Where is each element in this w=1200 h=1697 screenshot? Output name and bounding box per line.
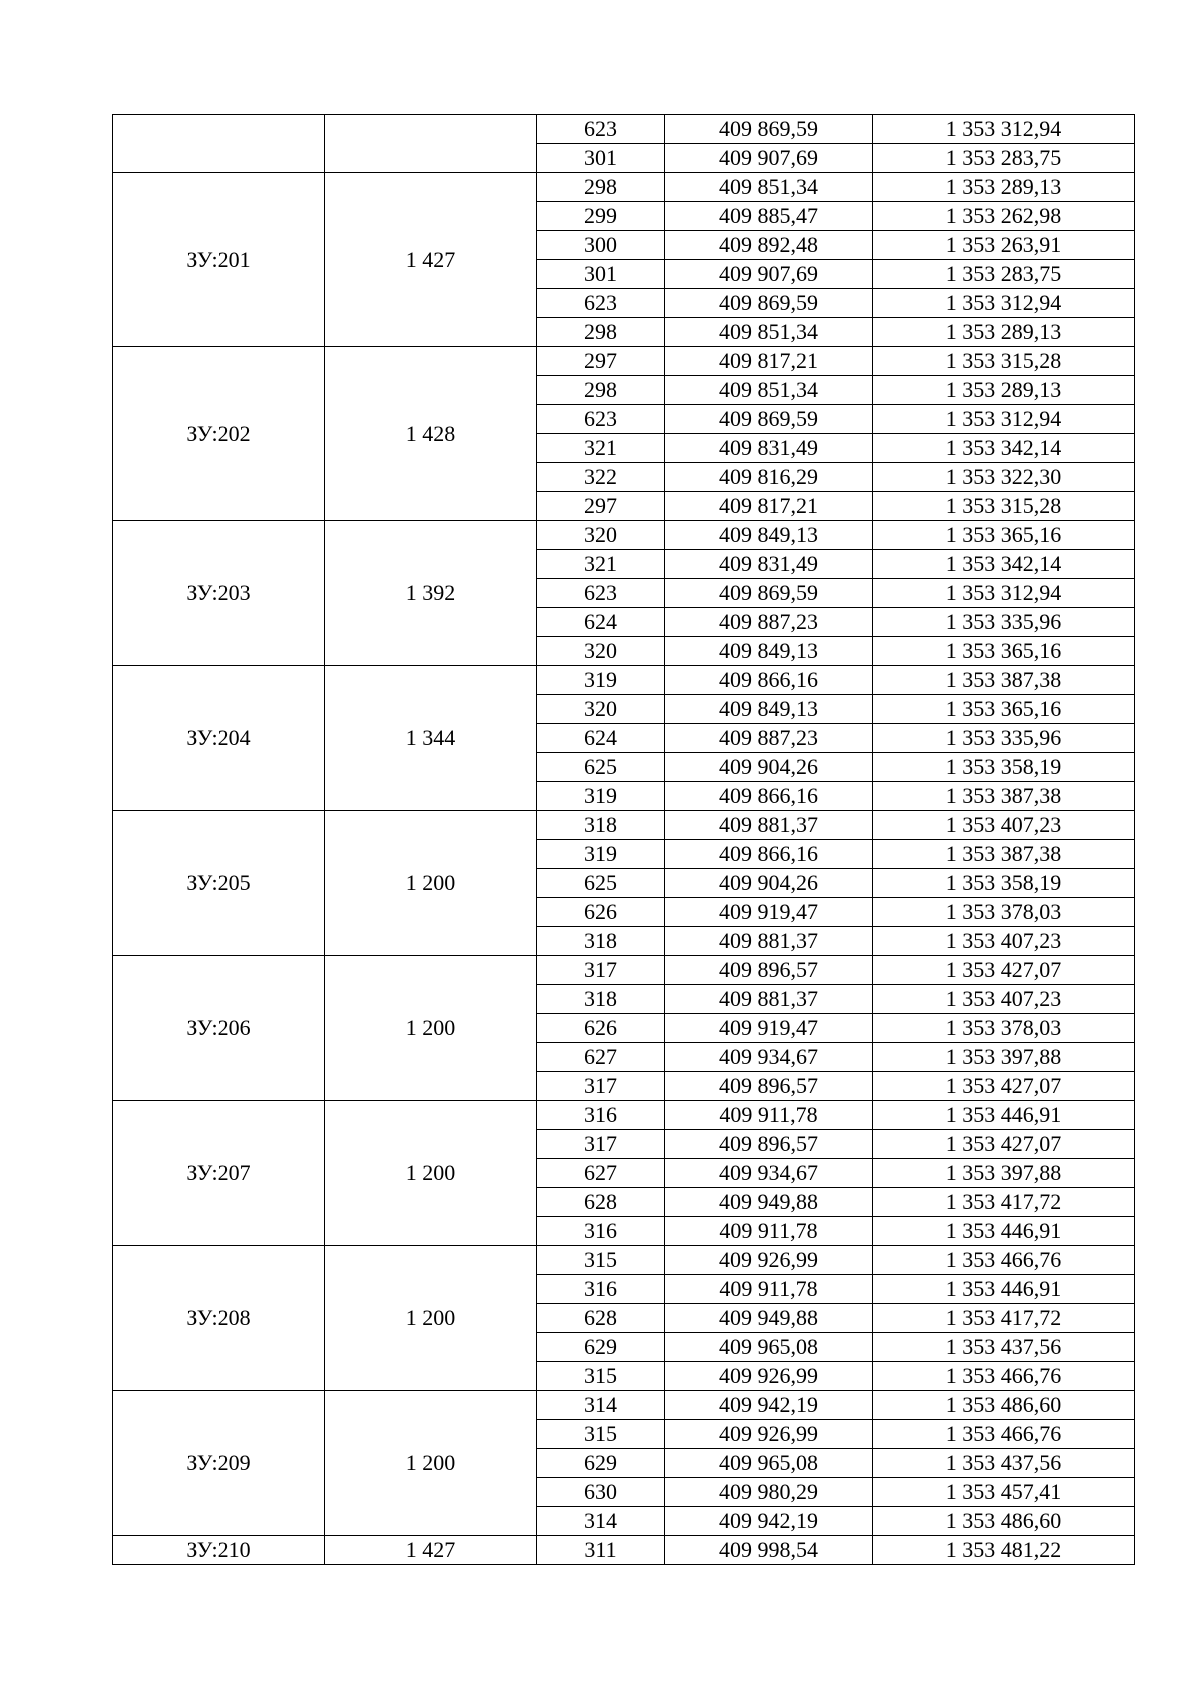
x-coordinate-cell: 409 949,88 <box>665 1304 873 1333</box>
y-coordinate-cell: 1 353 358,19 <box>873 869 1135 898</box>
point-number-cell: 628 <box>537 1304 665 1333</box>
point-number-cell: 629 <box>537 1449 665 1478</box>
point-number-cell: 316 <box>537 1101 665 1130</box>
parcel-name-cell: ЗУ:208 <box>113 1246 325 1391</box>
point-number-cell: 315 <box>537 1362 665 1391</box>
y-coordinate-cell: 1 353 486,60 <box>873 1507 1135 1536</box>
table-row <box>113 1101 1135 1130</box>
parcel-name-cell: ЗУ:206 <box>113 956 325 1101</box>
x-coordinate-cell: 409 926,99 <box>665 1246 873 1275</box>
point-number-cell: 321 <box>537 434 665 463</box>
point-number-cell: 319 <box>537 666 665 695</box>
table-row <box>113 1391 1135 1420</box>
y-coordinate-cell: 1 353 289,13 <box>873 318 1135 347</box>
y-coordinate-cell: 1 353 446,91 <box>873 1217 1135 1246</box>
point-number-cell: 317 <box>537 1130 665 1159</box>
x-coordinate-cell: 409 919,47 <box>665 898 873 927</box>
x-coordinate-cell: 409 926,99 <box>665 1420 873 1449</box>
y-coordinate-cell: 1 353 315,28 <box>873 347 1135 376</box>
parcel-name-cell: ЗУ:202 <box>113 347 325 521</box>
table-row <box>113 1246 1135 1275</box>
x-coordinate-cell: 409 817,21 <box>665 347 873 376</box>
point-number-cell: 317 <box>537 956 665 985</box>
y-coordinate-cell: 1 353 312,94 <box>873 289 1135 318</box>
x-coordinate-cell: 409 831,49 <box>665 550 873 579</box>
x-coordinate-cell: 409 896,57 <box>665 1072 873 1101</box>
point-number-cell: 626 <box>537 1014 665 1043</box>
y-coordinate-cell: 1 353 397,88 <box>873 1043 1135 1072</box>
parcel-area-cell: 1 200 <box>325 1246 537 1391</box>
x-coordinate-cell: 409 949,88 <box>665 1188 873 1217</box>
y-coordinate-cell: 1 353 312,94 <box>873 579 1135 608</box>
point-number-cell: 300 <box>537 231 665 260</box>
point-number-cell: 299 <box>537 202 665 231</box>
y-coordinate-cell: 1 353 365,16 <box>873 637 1135 666</box>
point-number-cell: 318 <box>537 927 665 956</box>
y-coordinate-cell: 1 353 289,13 <box>873 376 1135 405</box>
parcel-area-cell: 1 200 <box>325 1101 537 1246</box>
x-coordinate-cell: 409 881,37 <box>665 811 873 840</box>
parcel-area-cell: 1 427 <box>325 1536 537 1565</box>
point-number-cell: 298 <box>537 318 665 347</box>
point-number-cell: 301 <box>537 144 665 173</box>
x-coordinate-cell: 409 919,47 <box>665 1014 873 1043</box>
x-coordinate-cell: 409 896,57 <box>665 1130 873 1159</box>
point-number-cell: 316 <box>537 1217 665 1246</box>
table-row <box>113 347 1135 376</box>
point-number-cell: 322 <box>537 463 665 492</box>
y-coordinate-cell: 1 353 397,88 <box>873 1159 1135 1188</box>
y-coordinate-cell: 1 353 486,60 <box>873 1391 1135 1420</box>
parcel-area-cell: 1 200 <box>325 811 537 956</box>
y-coordinate-cell: 1 353 407,23 <box>873 811 1135 840</box>
y-coordinate-cell: 1 353 466,76 <box>873 1362 1135 1391</box>
y-coordinate-cell: 1 353 437,56 <box>873 1449 1135 1478</box>
point-number-cell: 317 <box>537 1072 665 1101</box>
x-coordinate-cell: 409 866,16 <box>665 840 873 869</box>
x-coordinate-cell: 409 934,67 <box>665 1159 873 1188</box>
x-coordinate-cell: 409 851,34 <box>665 318 873 347</box>
point-number-cell: 297 <box>537 347 665 376</box>
point-number-cell: 320 <box>537 637 665 666</box>
point-number-cell: 630 <box>537 1478 665 1507</box>
y-coordinate-cell: 1 353 289,13 <box>873 173 1135 202</box>
x-coordinate-cell: 409 869,59 <box>665 115 873 144</box>
y-coordinate-cell: 1 353 457,41 <box>873 1478 1135 1507</box>
x-coordinate-cell: 409 965,08 <box>665 1449 873 1478</box>
point-number-cell: 623 <box>537 289 665 318</box>
x-coordinate-cell: 409 849,13 <box>665 695 873 724</box>
point-number-cell: 314 <box>537 1507 665 1536</box>
parcel-area-cell: 1 200 <box>325 1391 537 1536</box>
x-coordinate-cell: 409 926,99 <box>665 1362 873 1391</box>
y-coordinate-cell: 1 353 387,38 <box>873 666 1135 695</box>
point-number-cell: 318 <box>537 985 665 1014</box>
parcel-area-cell: 1 344 <box>325 666 537 811</box>
x-coordinate-cell: 409 907,69 <box>665 260 873 289</box>
x-coordinate-cell: 409 849,13 <box>665 521 873 550</box>
x-coordinate-cell: 409 904,26 <box>665 753 873 782</box>
table-row <box>113 811 1135 840</box>
parcel-name-cell: ЗУ:207 <box>113 1101 325 1246</box>
point-number-cell: 320 <box>537 695 665 724</box>
point-number-cell: 316 <box>537 1275 665 1304</box>
y-coordinate-cell: 1 353 342,14 <box>873 434 1135 463</box>
table-row <box>113 956 1135 985</box>
point-number-cell: 315 <box>537 1420 665 1449</box>
parcel-name-cell: ЗУ:205 <box>113 811 325 956</box>
coordinates-table <box>112 114 1135 1565</box>
y-coordinate-cell: 1 353 358,19 <box>873 753 1135 782</box>
y-coordinate-cell: 1 353 335,96 <box>873 608 1135 637</box>
y-coordinate-cell: 1 353 322,30 <box>873 463 1135 492</box>
point-number-cell: 624 <box>537 724 665 753</box>
y-coordinate-cell: 1 353 387,38 <box>873 782 1135 811</box>
y-coordinate-cell: 1 353 466,76 <box>873 1246 1135 1275</box>
point-number-cell: 311 <box>537 1536 665 1565</box>
x-coordinate-cell: 409 942,19 <box>665 1391 873 1420</box>
x-coordinate-cell: 409 907,69 <box>665 144 873 173</box>
table-row <box>113 521 1135 550</box>
point-number-cell: 623 <box>537 405 665 434</box>
x-coordinate-cell: 409 869,59 <box>665 579 873 608</box>
y-coordinate-cell: 1 353 312,94 <box>873 115 1135 144</box>
point-number-cell: 315 <box>537 1246 665 1275</box>
x-coordinate-cell: 409 887,23 <box>665 608 873 637</box>
y-coordinate-cell: 1 353 437,56 <box>873 1333 1135 1362</box>
parcel-name-cell <box>113 115 325 173</box>
x-coordinate-cell: 409 980,29 <box>665 1478 873 1507</box>
point-number-cell: 627 <box>537 1043 665 1072</box>
x-coordinate-cell: 409 887,23 <box>665 724 873 753</box>
y-coordinate-cell: 1 353 378,03 <box>873 1014 1135 1043</box>
y-coordinate-cell: 1 353 427,07 <box>873 956 1135 985</box>
x-coordinate-cell: 409 881,37 <box>665 985 873 1014</box>
point-number-cell: 629 <box>537 1333 665 1362</box>
x-coordinate-cell: 409 885,47 <box>665 202 873 231</box>
point-number-cell: 628 <box>537 1188 665 1217</box>
y-coordinate-cell: 1 353 365,16 <box>873 521 1135 550</box>
x-coordinate-cell: 409 934,67 <box>665 1043 873 1072</box>
y-coordinate-cell: 1 353 446,91 <box>873 1275 1135 1304</box>
point-number-cell: 298 <box>537 376 665 405</box>
parcel-area-cell: 1 392 <box>325 521 537 666</box>
point-number-cell: 321 <box>537 550 665 579</box>
y-coordinate-cell: 1 353 417,72 <box>873 1188 1135 1217</box>
table-row <box>113 666 1135 695</box>
x-coordinate-cell: 409 911,78 <box>665 1101 873 1130</box>
y-coordinate-cell: 1 353 263,91 <box>873 231 1135 260</box>
table-row <box>113 115 1135 144</box>
x-coordinate-cell: 409 849,13 <box>665 637 873 666</box>
y-coordinate-cell: 1 353 378,03 <box>873 898 1135 927</box>
x-coordinate-cell: 409 911,78 <box>665 1217 873 1246</box>
parcel-name-cell: ЗУ:210 <box>113 1536 325 1565</box>
x-coordinate-cell: 409 998,54 <box>665 1536 873 1565</box>
x-coordinate-cell: 409 831,49 <box>665 434 873 463</box>
y-coordinate-cell: 1 353 312,94 <box>873 405 1135 434</box>
x-coordinate-cell: 409 942,19 <box>665 1507 873 1536</box>
point-number-cell: 624 <box>537 608 665 637</box>
y-coordinate-cell: 1 353 427,07 <box>873 1072 1135 1101</box>
y-coordinate-cell: 1 353 446,91 <box>873 1101 1135 1130</box>
coordinates-table-body <box>113 115 1135 1565</box>
parcel-name-cell: ЗУ:203 <box>113 521 325 666</box>
point-number-cell: 319 <box>537 840 665 869</box>
point-number-cell: 320 <box>537 521 665 550</box>
y-coordinate-cell: 1 353 407,23 <box>873 985 1135 1014</box>
y-coordinate-cell: 1 353 283,75 <box>873 144 1135 173</box>
table-row <box>113 173 1135 202</box>
y-coordinate-cell: 1 353 262,98 <box>873 202 1135 231</box>
y-coordinate-cell: 1 353 407,23 <box>873 927 1135 956</box>
parcel-name-cell: ЗУ:204 <box>113 666 325 811</box>
point-number-cell: 301 <box>537 260 665 289</box>
x-coordinate-cell: 409 851,34 <box>665 376 873 405</box>
point-number-cell: 297 <box>537 492 665 521</box>
point-number-cell: 318 <box>537 811 665 840</box>
x-coordinate-cell: 409 869,59 <box>665 289 873 318</box>
x-coordinate-cell: 409 911,78 <box>665 1275 873 1304</box>
y-coordinate-cell: 1 353 283,75 <box>873 260 1135 289</box>
x-coordinate-cell: 409 881,37 <box>665 927 873 956</box>
x-coordinate-cell: 409 892,48 <box>665 231 873 260</box>
parcel-area-cell: 1 427 <box>325 173 537 347</box>
point-number-cell: 625 <box>537 869 665 898</box>
point-number-cell: 314 <box>537 1391 665 1420</box>
point-number-cell: 319 <box>537 782 665 811</box>
point-number-cell: 626 <box>537 898 665 927</box>
point-number-cell: 623 <box>537 579 665 608</box>
x-coordinate-cell: 409 965,08 <box>665 1333 873 1362</box>
parcel-area-cell <box>325 115 537 173</box>
x-coordinate-cell: 409 866,16 <box>665 666 873 695</box>
y-coordinate-cell: 1 353 365,16 <box>873 695 1135 724</box>
parcel-area-cell: 1 200 <box>325 956 537 1101</box>
x-coordinate-cell: 409 896,57 <box>665 956 873 985</box>
y-coordinate-cell: 1 353 427,07 <box>873 1130 1135 1159</box>
parcel-name-cell: ЗУ:209 <box>113 1391 325 1536</box>
parcel-area-cell: 1 428 <box>325 347 537 521</box>
y-coordinate-cell: 1 353 466,76 <box>873 1420 1135 1449</box>
point-number-cell: 298 <box>537 173 665 202</box>
x-coordinate-cell: 409 866,16 <box>665 782 873 811</box>
y-coordinate-cell: 1 353 417,72 <box>873 1304 1135 1333</box>
x-coordinate-cell: 409 851,34 <box>665 173 873 202</box>
y-coordinate-cell: 1 353 342,14 <box>873 550 1135 579</box>
table-row <box>113 1536 1135 1565</box>
x-coordinate-cell: 409 817,21 <box>665 492 873 521</box>
y-coordinate-cell: 1 353 481,22 <box>873 1536 1135 1565</box>
x-coordinate-cell: 409 869,59 <box>665 405 873 434</box>
point-number-cell: 627 <box>537 1159 665 1188</box>
y-coordinate-cell: 1 353 387,38 <box>873 840 1135 869</box>
point-number-cell: 623 <box>537 115 665 144</box>
y-coordinate-cell: 1 353 335,96 <box>873 724 1135 753</box>
point-number-cell: 625 <box>537 753 665 782</box>
x-coordinate-cell: 409 816,29 <box>665 463 873 492</box>
parcel-name-cell: ЗУ:201 <box>113 173 325 347</box>
y-coordinate-cell: 1 353 315,28 <box>873 492 1135 521</box>
x-coordinate-cell: 409 904,26 <box>665 869 873 898</box>
